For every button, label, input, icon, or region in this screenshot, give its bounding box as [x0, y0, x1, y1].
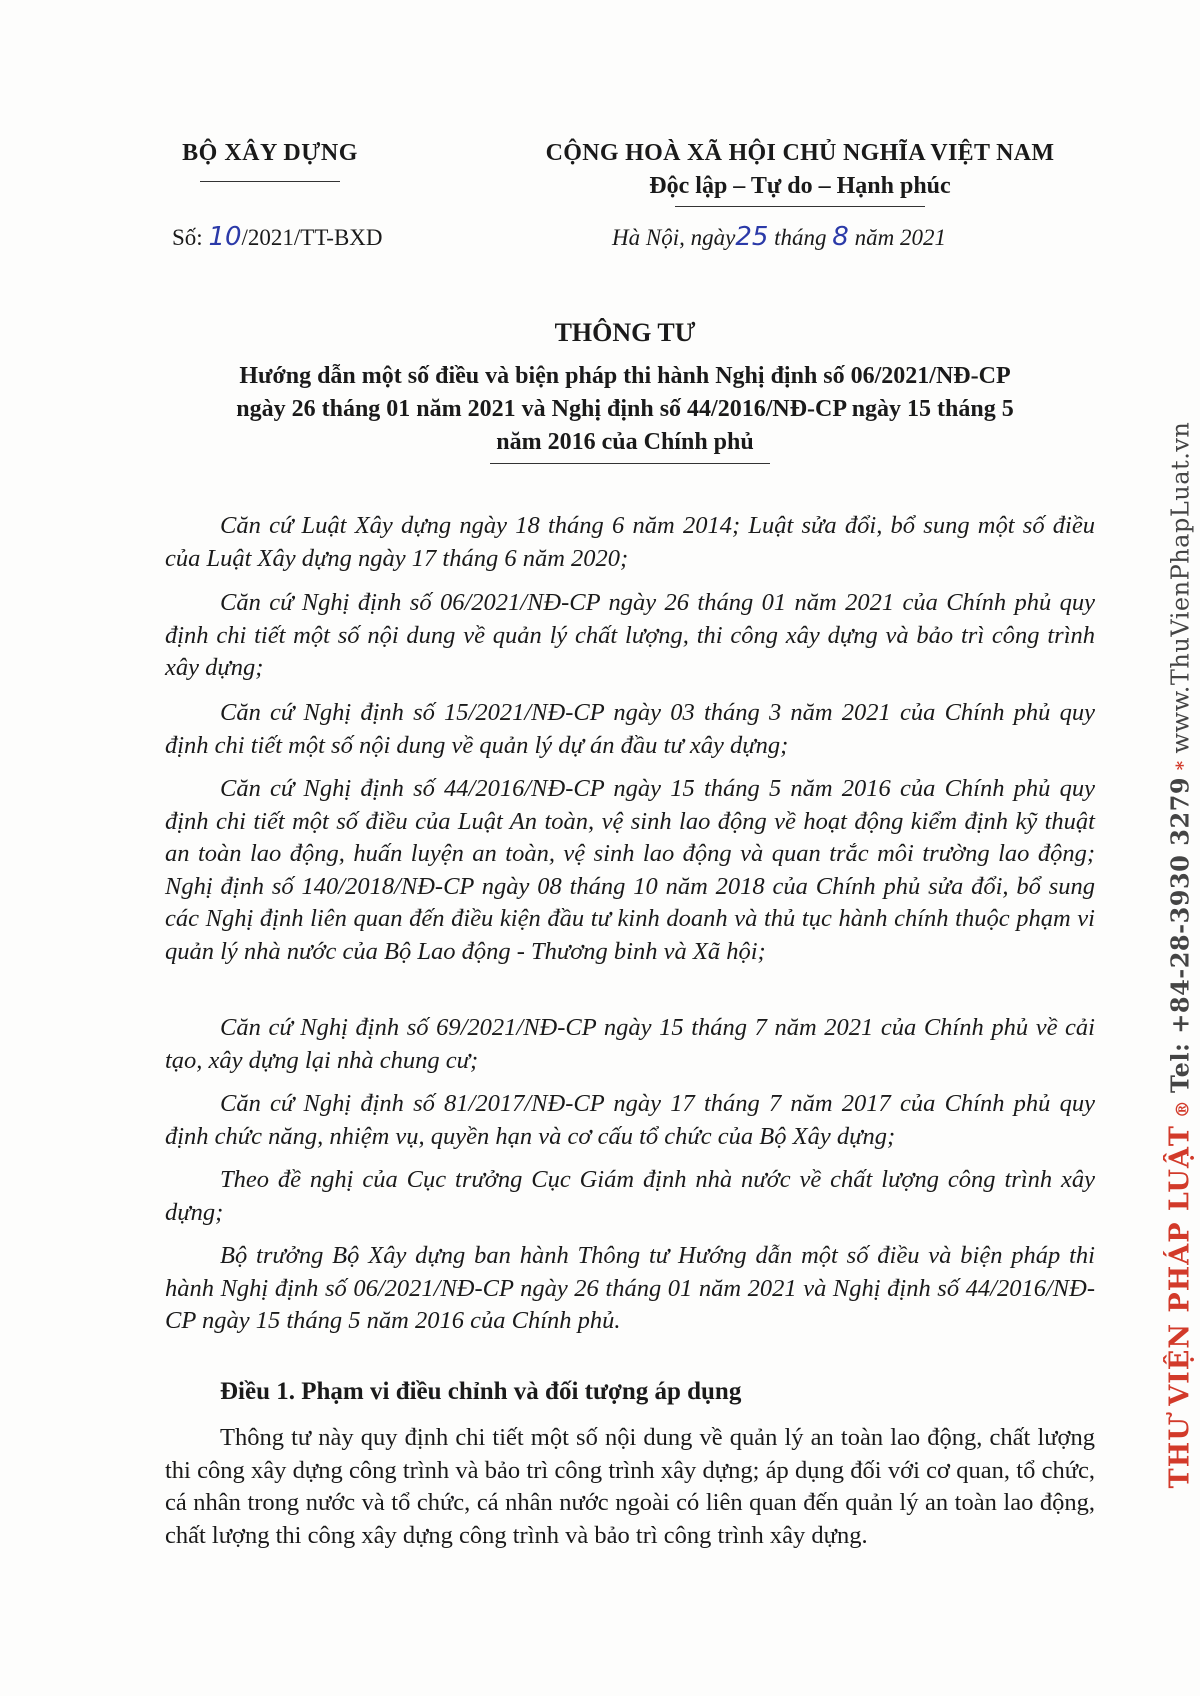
watermark	[1165, 422, 1196, 1489]
subject-line-1: Hướng dẫn một số điều và biện pháp thi hành Nghị định số 06/2021/NĐ-CP	[239, 363, 1011, 389]
issuing-agency-block	[150, 140, 390, 182]
national-motto: Độc lập – Tự do – Hạnh phúc	[649, 173, 951, 199]
preamble-paragraph: Căn cứ Nghị định số 81/2017/NĐ-CP ngày 17 tháng 7 năm 2017 của Chính phủ quy định chức năng, nhiệm vụ, quyền hạn và cơ cấu tổ chức của Bộ Xây dựng;	[165, 1090, 1095, 1150]
date-part-2: tháng	[768, 225, 833, 250]
article-1-body: Thông tư này quy định chi tiết một số nội dung về quản lý an toàn lao động, chất lượng thi công xây dựng công trình và bảo trì công trình xây dựng; áp dụng đối với cơ quan, tổ chức, cá nhân trong nước và tổ chức, cá nhân nước ngoài có liên quan đến quản lý an toàn lao động, chất lượng thi công xây dựng công trình và bảo trì công trình xây dựng.	[165, 1424, 1095, 1549]
doc-number-suffix: /2021/TT-BXD	[241, 225, 383, 250]
national-title: CỘNG HOÀ XÃ HỘI CHỦ NGHĨA VIỆT NAM	[545, 140, 1055, 166]
date-part-1: Hà Nội, ngày	[612, 225, 736, 250]
issue-date	[612, 222, 946, 252]
article-1-title: Điều 1. Phạm vi điều chỉnh và đối tượng áp dụng	[220, 1378, 742, 1405]
doc-number-prefix: Số:	[172, 225, 209, 250]
doc-number-handwritten: 10	[208, 222, 242, 252]
issuing-agency: BỘ XÂY DỰNG	[182, 140, 358, 166]
watermark-separator: ®	[1172, 1092, 1194, 1125]
preamble-paragraph: Căn cứ Luật Xây dựng ngày 18 tháng 6 năm 2014; Luật sửa đổi, bổ sung một số điều của Luật Xây dựng ngày 17 tháng 6 năm 2020;	[165, 512, 1095, 572]
title-underline	[490, 463, 770, 464]
subject-line-3: năm 2016 của Chính phủ	[496, 429, 754, 455]
watermark-phone: Tel: +84-28-3930 3279	[1165, 776, 1195, 1093]
preamble-paragraph: Căn cứ Nghị định số 06/2021/NĐ-CP ngày 26 tháng 01 năm 2021 của Chính phủ quy định chi tiết một số nội dung về quản lý chất lượng, thi công xây dựng và bảo trì công trình xây dựng;	[165, 589, 1095, 681]
national-header-block	[500, 140, 1100, 207]
motto-underline	[675, 206, 925, 207]
document-type: THÔNG TƯ	[554, 318, 696, 347]
document-number	[172, 222, 383, 252]
date-month-handwritten: 8	[832, 222, 849, 252]
preamble-paragraph: Bộ trưởng Bộ Xây dựng ban hành Thông tư Hướng dẫn một số điều và biện pháp thi hành Nghị định số 06/2021/NĐ-CP ngày 26 tháng 01 năm 2021 và Nghị định số 44/2016/NĐ-CP ngày 15 tháng 5 năm 2016 của Chính phủ.	[165, 1242, 1095, 1334]
preamble-paragraph: Căn cứ Nghị định số 69/2021/NĐ-CP ngày 15 tháng 7 năm 2021 của Chính phủ về cải tạo, xây dựng lại nhà chung cư;	[165, 1014, 1095, 1074]
preamble-paragraph: Căn cứ Nghị định số 15/2021/NĐ-CP ngày 03 tháng 3 năm 2021 của Chính phủ quy định chi tiết một số nội dung về quản lý dự án đầu tư xây dựng;	[165, 699, 1095, 759]
watermark-website: www.ThuVienPhapLuat.vn	[1166, 421, 1195, 754]
preamble-paragraph: Theo đề nghị của Cục trưởng Cục Giám định nhà nước về chất lượng công trình xây dựng;	[165, 1166, 1095, 1226]
subject-line-2: ngày 26 tháng 01 năm 2021 và Nghị định số 44/2016/NĐ-CP ngày 15 tháng 5	[236, 396, 1014, 422]
date-part-3: năm 2021	[848, 225, 946, 250]
watermark-brand: THƯ VIỆN PHÁP LUẬT	[1164, 1124, 1196, 1489]
watermark-separator: *	[1172, 753, 1194, 777]
date-day-handwritten: 25	[735, 222, 769, 252]
agency-underline	[200, 181, 340, 182]
preamble-paragraph: Căn cứ Nghị định số 44/2016/NĐ-CP ngày 15 tháng 5 năm 2016 của Chính phủ quy định chi tiết một số điều của Luật An toàn, vệ sinh lao động về hoạt động kiểm định kỹ thuật an toàn lao động, huấn luyện an toàn, vệ sinh lao động và quan trắc môi trường lao động; Nghị định số 140/2018/NĐ-CP ngày 08 tháng 10 năm 2018 của Chính phủ sửa đổi, bổ sung các Nghị định liên quan đến điều kiện đầu tư kinh doanh và thủ tục hành chính thuộc phạm vi quản lý nhà nước của Bộ Lao động - Thương binh và Xã hội;	[165, 775, 1095, 965]
document-subject	[150, 360, 1100, 459]
